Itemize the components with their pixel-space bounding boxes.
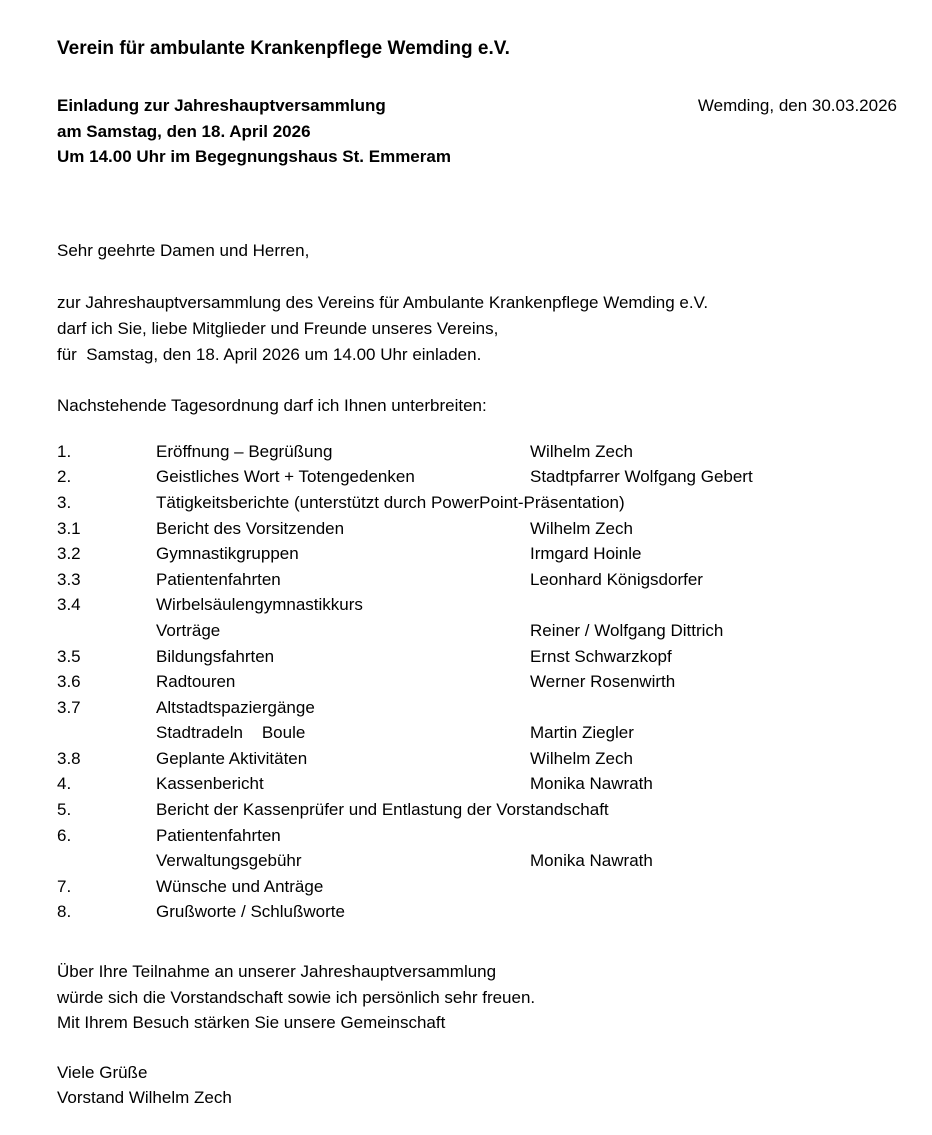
agenda-row xyxy=(57,541,897,567)
agenda-item-label: Bildungsfahrten xyxy=(156,646,275,666)
intro-paragraph xyxy=(57,290,897,367)
agenda-row xyxy=(57,797,897,823)
agenda-row xyxy=(57,669,897,695)
agenda-item-presenter xyxy=(530,899,897,925)
agenda-item-label: Geplante Aktivitäten xyxy=(156,748,308,768)
agenda-item-presenter xyxy=(530,797,897,823)
agenda-row xyxy=(57,464,897,490)
agenda-item-label: Altstadtspaziergänge xyxy=(156,697,315,717)
agenda-item-presenter: Stadtpfarrer Wolfgang Gebert xyxy=(530,467,753,487)
agenda-item-presenter: Monika Nawrath xyxy=(530,774,653,794)
agenda-row xyxy=(57,746,897,772)
signoff xyxy=(57,1060,897,1111)
agenda-item-number: 7. xyxy=(57,876,72,896)
agenda-row xyxy=(57,720,897,746)
agenda-item-presenter: Ernst Schwarzkopf xyxy=(530,646,672,666)
agenda-item-presenter xyxy=(530,695,897,721)
agenda-item-presenter xyxy=(530,874,897,900)
agenda-item-number: 3.8 xyxy=(57,748,81,768)
agenda-item-number: 1. xyxy=(57,441,72,461)
agenda-intro: Nachstehende Tagesordnung darf ich Ihnen unterbreiten: xyxy=(57,396,487,416)
salutation: Sehr geehrte Damen und Herren, xyxy=(57,240,310,260)
agenda-item-presenter: Reiner / Wolfgang Dittrich xyxy=(530,620,724,640)
agenda-item-label: Wünsche und Anträge xyxy=(156,876,324,896)
closing-line: Mit Ihrem Besuch stärken Sie unsere Gemeinschaft xyxy=(57,1013,446,1033)
agenda-list xyxy=(57,439,897,925)
agenda-item-number: 4. xyxy=(57,774,72,794)
agenda-item-label: Bericht der Kassenprüfer und Entlastung der Vorstandschaft xyxy=(156,800,609,820)
agenda-item-number xyxy=(57,618,156,644)
agenda-item-number: 3.6 xyxy=(57,672,81,692)
invitation-heading-line-2: am Samstag, den 18. April 2026 xyxy=(57,121,311,141)
intro-line: darf ich Sie, liebe Mitglieder und Freunde unseres Vereins, xyxy=(57,318,499,338)
agenda-row xyxy=(57,516,897,542)
agenda-row xyxy=(57,874,897,900)
agenda-item-number: 3.2 xyxy=(57,544,81,564)
document-title: Verein für ambulante Krankenpflege Wemding e.V. xyxy=(57,38,510,59)
agenda-item-label: Grußworte / Schlußworte xyxy=(156,902,345,922)
agenda-item-label: Tätigkeitsberichte (unterstützt durch PowerPoint-Präsentation) xyxy=(156,492,625,512)
intro-line: zur Jahreshauptversammlung des Vereins für Ambulante Krankenpflege Wemding e.V. xyxy=(57,293,709,313)
agenda-item-label: Eröffnung – Begrüßung xyxy=(156,441,333,461)
agenda-item-number: 3. xyxy=(57,492,72,512)
agenda-item-presenter xyxy=(530,592,897,618)
agenda-item-label: Bericht des Vorsitzenden xyxy=(156,518,345,538)
agenda-row xyxy=(57,771,897,797)
agenda-item-presenter: Wilhelm Zech xyxy=(530,748,633,768)
closing-line: Über Ihre Teilnahme an unserer Jahreshauptversammlung xyxy=(57,962,497,982)
closing-paragraph xyxy=(57,959,897,1036)
agenda-item-number xyxy=(57,720,156,746)
letter-date: Wemding, den 30.03.2026 xyxy=(697,96,897,115)
agenda-row xyxy=(57,592,897,618)
agenda-row xyxy=(57,618,897,644)
agenda-row xyxy=(57,823,897,849)
agenda-item-label: Geistliches Wort + Totengedenken xyxy=(156,467,415,487)
agenda-row xyxy=(57,899,897,925)
agenda-item-presenter: Martin Ziegler xyxy=(530,723,634,743)
agenda-item-number: 5. xyxy=(57,800,72,820)
agenda-item-label: Stadtradeln Boule xyxy=(156,723,306,743)
agenda-item-presenter: Wilhelm Zech xyxy=(530,518,633,538)
agenda-item-number: 3.3 xyxy=(57,569,81,589)
agenda-item-number: 6. xyxy=(57,825,72,845)
agenda-row xyxy=(57,567,897,593)
agenda-item-number: 8. xyxy=(57,902,72,922)
agenda-item-number: 3.1 xyxy=(57,518,81,538)
signoff-greeting: Viele Grüße xyxy=(57,1062,148,1082)
agenda-row xyxy=(57,490,897,516)
agenda-row xyxy=(57,695,897,721)
agenda-row xyxy=(57,644,897,670)
agenda-item-number xyxy=(57,848,156,874)
agenda-item-label: Wirbelsäulengymnastikkurs xyxy=(156,595,363,615)
agenda-row xyxy=(57,848,897,874)
agenda-item-presenter: Leonhard Königsdorfer xyxy=(530,569,703,589)
agenda-item-number: 3.4 xyxy=(57,595,81,615)
agenda-row xyxy=(57,439,897,465)
agenda-item-number: 2. xyxy=(57,467,72,487)
invitation-heading xyxy=(57,93,451,170)
agenda-item-presenter: Werner Rosenwirth xyxy=(530,672,676,692)
agenda-item-label: Patientenfahrten xyxy=(156,569,281,589)
agenda-item-number: 3.5 xyxy=(57,646,81,666)
agenda-item-number: 3.7 xyxy=(57,697,81,717)
invitation-heading-line-3: Um 14.00 Uhr im Begegnungshaus St. Emmeram xyxy=(57,147,451,167)
agenda-item-label: Kassenbericht xyxy=(156,774,264,794)
closing-line: würde sich die Vorstandschaft sowie ich persönlich sehr freuen. xyxy=(57,987,536,1007)
agenda-item-label: Radtouren xyxy=(156,672,236,692)
agenda-item-presenter: Irmgard Hoinle xyxy=(530,544,642,564)
intro-line: für Samstag, den 18. April 2026 um 14.00 Uhr einladen. xyxy=(57,344,482,364)
invitation-heading-line-1: Einladung zur Jahreshauptversammlung xyxy=(57,96,386,115)
agenda-item-presenter: Monika Nawrath xyxy=(530,851,653,871)
agenda-item-label: Vorträge xyxy=(156,620,221,640)
agenda-item-label: Verwaltungsgebühr xyxy=(156,851,302,871)
signoff-signature: Vorstand Wilhelm Zech xyxy=(57,1088,232,1108)
agenda-item-label: Patientenfahrten xyxy=(156,825,281,845)
agenda-item-label: Gymnastikgruppen xyxy=(156,544,299,564)
agenda-item-presenter: Wilhelm Zech xyxy=(530,441,633,461)
agenda-item-presenter xyxy=(530,490,897,516)
letter-header xyxy=(57,93,897,170)
agenda-item-presenter xyxy=(530,823,897,849)
